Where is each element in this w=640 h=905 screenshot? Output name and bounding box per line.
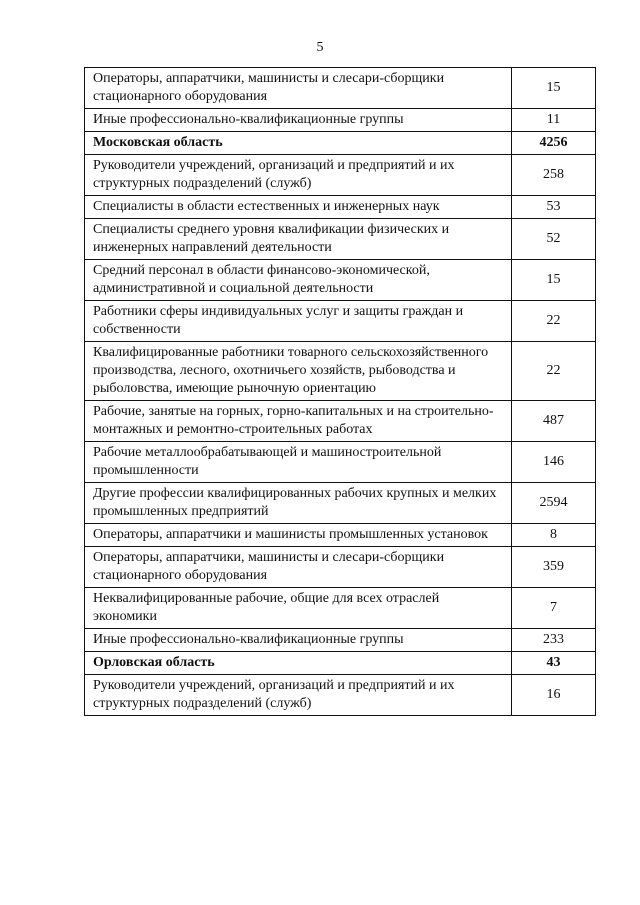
table-body: [85, 68, 596, 716]
table-row: [85, 196, 596, 219]
occupation-group-cell: Операторы, аппаратчики и машинисты промышленных установок: [85, 524, 512, 547]
occupation-group-cell: Операторы, аппаратчики, машинисты и слесари-сборщики стационарного оборудования: [85, 547, 512, 588]
occupation-group-cell: Московская область: [85, 132, 512, 155]
table-row: [85, 109, 596, 132]
table-row: [85, 342, 596, 401]
count-cell: 43: [512, 652, 596, 675]
count-cell: 22: [512, 301, 596, 342]
occupation-group-cell: Рабочие, занятые на горных, горно-капитальных и на строительно-монтажных и ремонтно-строительных работах: [85, 401, 512, 442]
count-cell: 15: [512, 260, 596, 301]
table-row: [85, 301, 596, 342]
count-cell: 487: [512, 401, 596, 442]
occupation-group-cell: Специалисты среднего уровня квалификации физических и инженерных направлений деятельности: [85, 219, 512, 260]
count-cell: 2594: [512, 483, 596, 524]
count-cell: 15: [512, 68, 596, 109]
region-header-row: [85, 652, 596, 675]
count-cell: 4256: [512, 132, 596, 155]
count-cell: 22: [512, 342, 596, 401]
occupation-table: [84, 67, 596, 716]
occupation-group-cell: Операторы, аппаратчики, машинисты и слесари-сборщики стационарного оборудования: [85, 68, 512, 109]
occupation-group-cell: Средний персонал в области финансово-экономической, административной и социальной деятельности: [85, 260, 512, 301]
count-cell: 8: [512, 524, 596, 547]
count-cell: 11: [512, 109, 596, 132]
count-cell: 146: [512, 442, 596, 483]
table-row: [85, 442, 596, 483]
count-cell: 359: [512, 547, 596, 588]
occupation-group-cell: Другие профессии квалифицированных рабочих крупных и мелких промышленных предприятий: [85, 483, 512, 524]
occupation-group-cell: Руководители учреждений, организаций и предприятий и их структурных подразделений (служб): [85, 675, 512, 716]
table-row: [85, 483, 596, 524]
occupation-group-cell: Квалифицированные работники товарного сельскохозяйственного производства, лесного, охотничьего хозяйств, рыбоводства и рыболовства, имеющие рыночную ориентацию: [85, 342, 512, 401]
page-number: 5: [316, 40, 324, 55]
occupation-group-cell: Неквалифицированные рабочие, общие для всех отраслей экономики: [85, 588, 512, 629]
count-cell: 7: [512, 588, 596, 629]
count-cell: 53: [512, 196, 596, 219]
occupation-group-cell: Руководители учреждений, организаций и предприятий и их структурных подразделений (служб): [85, 155, 512, 196]
region-header-row: [85, 132, 596, 155]
table-row: [85, 524, 596, 547]
table-row: [85, 219, 596, 260]
table-row: [85, 68, 596, 109]
occupation-group-cell: Иные профессионально-квалификационные группы: [85, 629, 512, 652]
table-row: [85, 675, 596, 716]
occupation-group-cell: Специалисты в области естественных и инженерных наук: [85, 196, 512, 219]
table-row: [85, 260, 596, 301]
table-row: [85, 401, 596, 442]
count-cell: 52: [512, 219, 596, 260]
occupation-group-cell: Рабочие металлообрабатывающей и машиностроительной промышленности: [85, 442, 512, 483]
occupation-group-cell: Орловская область: [85, 652, 512, 675]
table-row: [85, 629, 596, 652]
occupation-group-cell: Иные профессионально-квалификационные группы: [85, 109, 512, 132]
count-cell: 258: [512, 155, 596, 196]
occupation-group-cell: Работники сферы индивидуальных услуг и защиты граждан и собственности: [85, 301, 512, 342]
table-row: [85, 588, 596, 629]
count-cell: 233: [512, 629, 596, 652]
count-cell: 16: [512, 675, 596, 716]
table-row: [85, 547, 596, 588]
table-row: [85, 155, 596, 196]
